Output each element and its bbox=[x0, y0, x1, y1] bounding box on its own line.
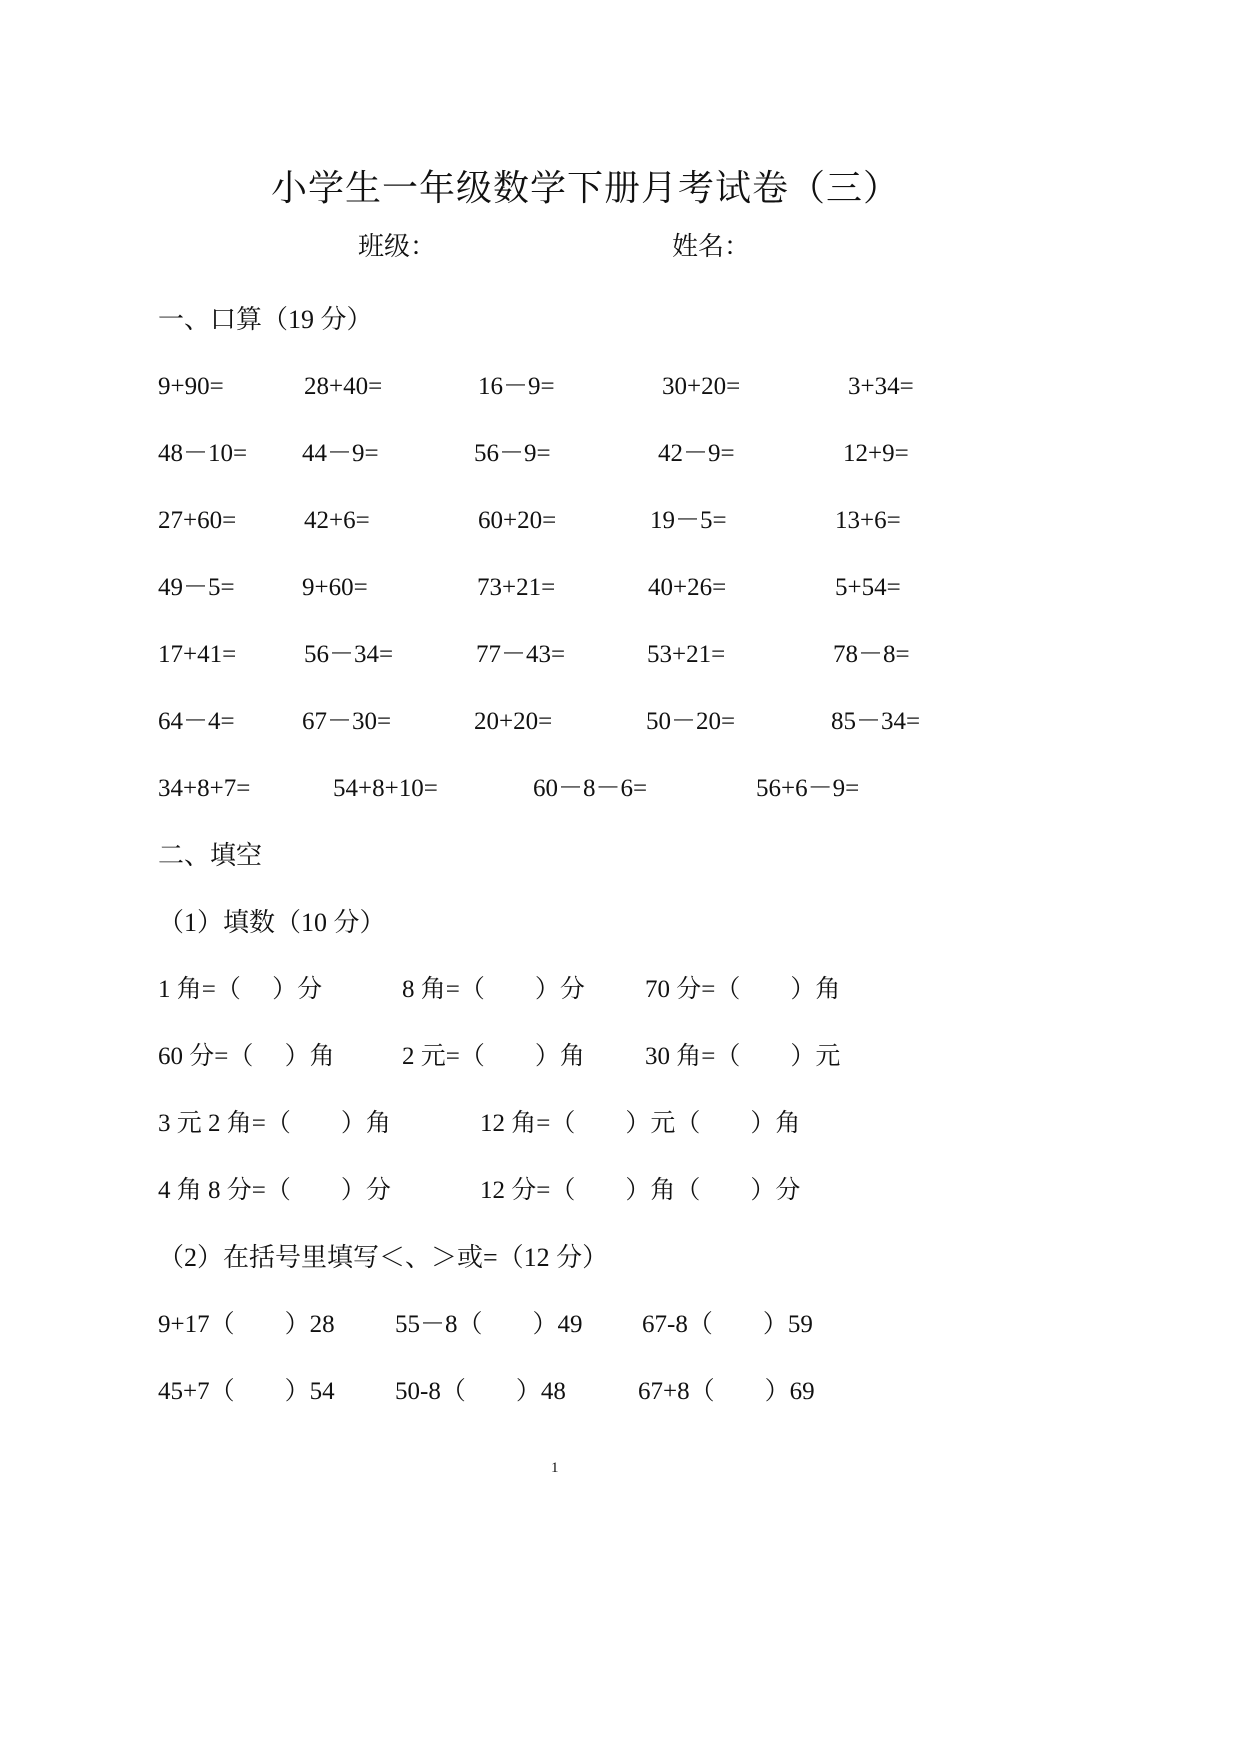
part2-heading: （2）在括号里填写＜、＞或=（12 分） bbox=[158, 1243, 609, 1272]
fill-blank-item: 12 分=（ ）角（ ）分 bbox=[480, 1177, 801, 1204]
mental-math-item: 54+8+10= bbox=[333, 775, 438, 802]
mental-math-item: 16－9= bbox=[478, 373, 555, 400]
section2-heading: 二、填空 bbox=[158, 841, 263, 870]
mental-math-item: 3+34= bbox=[848, 373, 914, 400]
page-number: 1 bbox=[551, 1460, 559, 1476]
mental-math-item: 78－8= bbox=[833, 641, 910, 668]
mental-math-item: 13+6= bbox=[835, 507, 901, 534]
compare-item: 50-8（ ）48 bbox=[395, 1378, 566, 1405]
mental-math-item: 19－5= bbox=[650, 507, 727, 534]
mental-math-item: 60+20= bbox=[478, 507, 557, 534]
mental-math-item: 34+8+7= bbox=[158, 775, 251, 802]
class-label: 班级： bbox=[358, 232, 437, 261]
mental-math-item: 12+9= bbox=[843, 440, 909, 467]
fill-blank-item: 3 元 2 角=（ ）角 bbox=[158, 1110, 391, 1137]
part1-heading: （1）填数（10 分） bbox=[158, 908, 386, 937]
mental-math-item: 60－8－6= bbox=[533, 775, 648, 802]
mental-math-item: 42－9= bbox=[658, 440, 735, 467]
mental-math-item: 77－43= bbox=[476, 641, 566, 668]
mental-math-item: 53+21= bbox=[647, 641, 726, 668]
mental-math-item: 30+20= bbox=[662, 373, 741, 400]
fill-blank-item: 12 角=（ ）元（ ）角 bbox=[480, 1110, 801, 1137]
mental-math-item: 67－30= bbox=[302, 708, 392, 735]
mental-math-item: 44－9= bbox=[302, 440, 379, 467]
mental-math-item: 28+40= bbox=[304, 373, 383, 400]
fill-blank-item: 8 角=（ ）分 bbox=[402, 976, 585, 1003]
fill-blank-item: 60 分=（ ）角 bbox=[158, 1043, 335, 1070]
mental-math-item: 56+6－9= bbox=[756, 775, 860, 802]
compare-item: 67-8（ ）59 bbox=[642, 1311, 813, 1338]
mental-math-item: 9+60= bbox=[302, 574, 368, 601]
mental-math-item: 64－4= bbox=[158, 708, 235, 735]
mental-math-item: 73+21= bbox=[477, 574, 556, 601]
mental-math-item: 42+6= bbox=[304, 507, 370, 534]
fill-blank-item: 1 角=（ ）分 bbox=[158, 976, 323, 1003]
mental-math-item: 48－10= bbox=[158, 440, 248, 467]
mental-math-item: 56－9= bbox=[474, 440, 551, 467]
mental-math-item: 20+20= bbox=[474, 708, 553, 735]
mental-math-item: 50－20= bbox=[646, 708, 736, 735]
compare-item: 55－8（ ）49 bbox=[395, 1311, 583, 1338]
mental-math-item: 49－5= bbox=[158, 574, 235, 601]
compare-item: 9+17（ ）28 bbox=[158, 1311, 335, 1338]
mental-math-item: 85－34= bbox=[831, 708, 921, 735]
mental-math-item: 9+90= bbox=[158, 373, 224, 400]
page-title: 小学生一年级数学下册月考试卷（三） bbox=[271, 168, 901, 208]
fill-blank-item: 30 角=（ ）元 bbox=[645, 1043, 841, 1070]
mental-math-item: 56－34= bbox=[304, 641, 394, 668]
name-label: 姓名： bbox=[672, 232, 751, 261]
compare-item: 45+7（ ）54 bbox=[158, 1378, 335, 1405]
fill-blank-item: 70 分=（ ）角 bbox=[645, 976, 841, 1003]
section1-heading: 一、口算（19 分） bbox=[158, 305, 373, 334]
mental-math-item: 27+60= bbox=[158, 507, 237, 534]
fill-blank-item: 2 元=（ ）角 bbox=[402, 1043, 585, 1070]
mental-math-item: 17+41= bbox=[158, 641, 237, 668]
compare-item: 67+8（ ）69 bbox=[638, 1378, 815, 1405]
mental-math-item: 40+26= bbox=[648, 574, 727, 601]
mental-math-item: 5+54= bbox=[835, 574, 901, 601]
fill-blank-item: 4 角 8 分=（ ）分 bbox=[158, 1177, 391, 1204]
